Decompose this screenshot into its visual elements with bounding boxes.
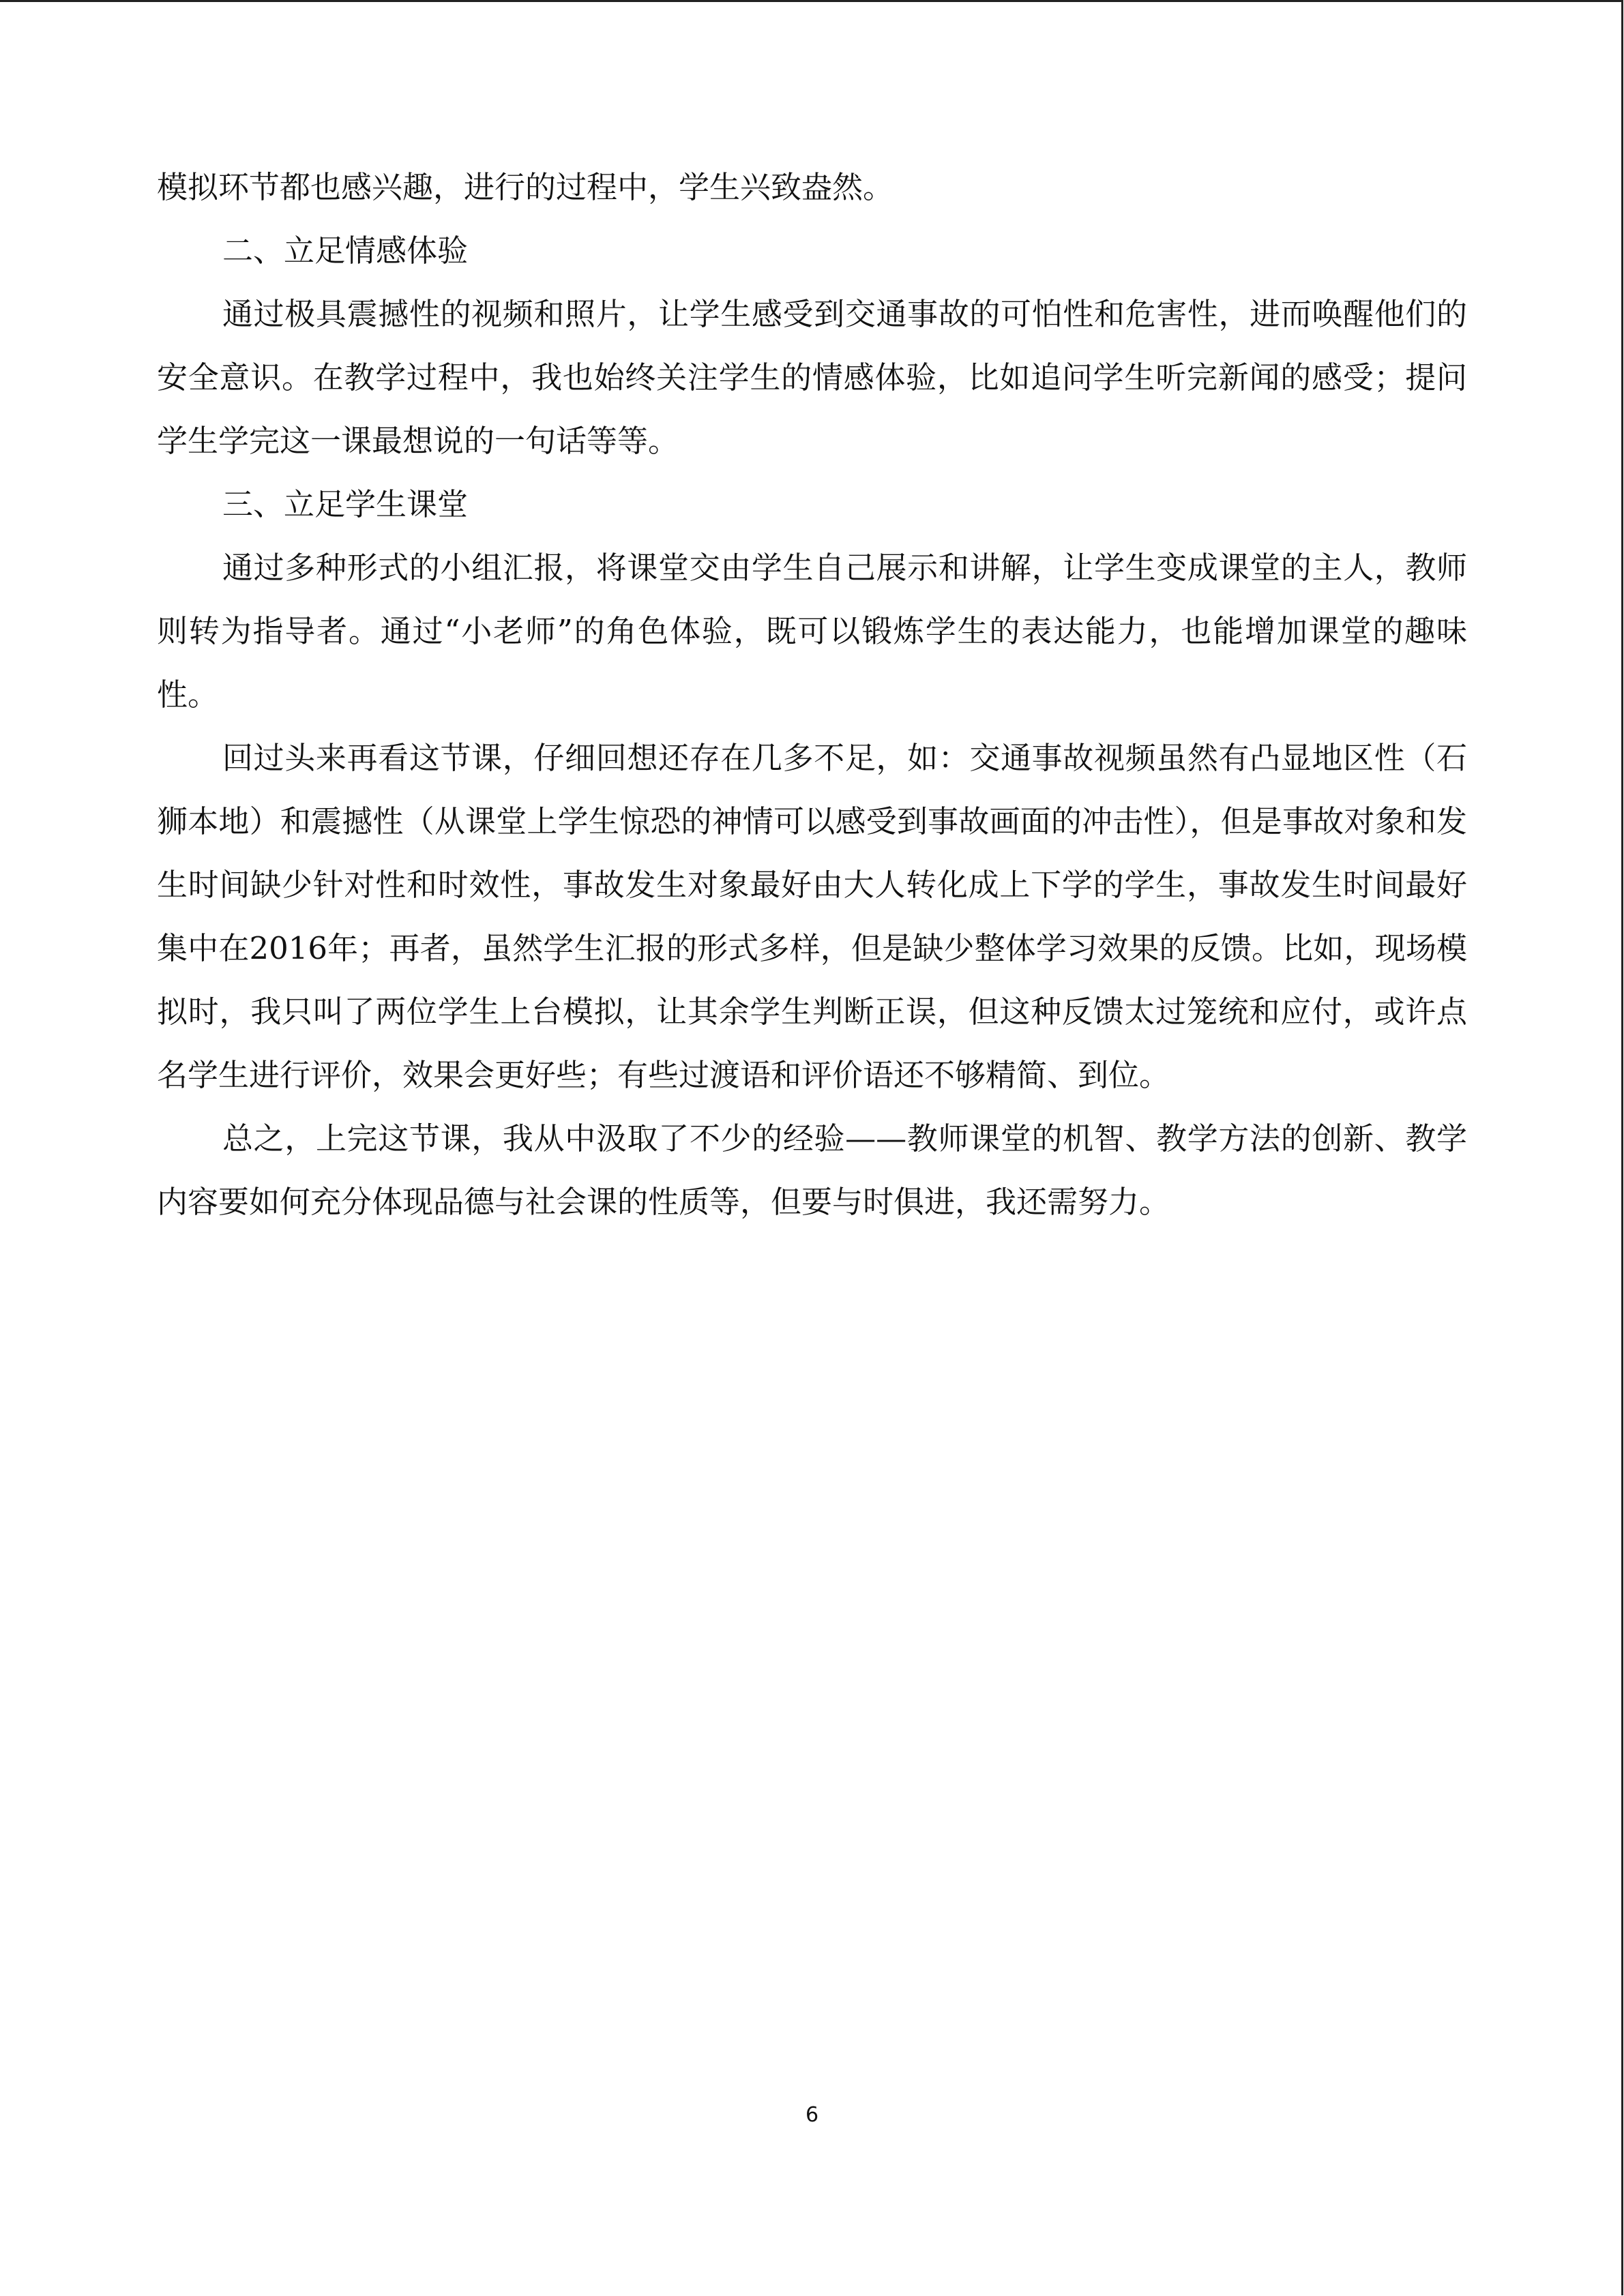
- section-heading-student-classroom: 三、立足学生课堂: [222, 486, 469, 522]
- paragraph-student-classroom: 通过多种形式的小组汇报，将课堂交由学生自己展示和讲解，让学生变成课堂的主人，教师则转为指导者。通过“小老师”的角色体验，既可以锻炼学生的表达能力，也能增加课堂的趣味性。: [157, 550, 1467, 713]
- paragraph-emotional-experience: 通过极具震撼性的视频和照片，让学生感受到交通事故的可怕性和危害性，进而唤醒他们的安全意识。在教学过程中，我也始终关注学生的情感体验，比如追问学生听完新闻的感受；提问学生学完这一课最想说的一句话等等。: [157, 296, 1467, 459]
- document-body: [157, 155, 1467, 1234]
- page-number: 6: [805, 2103, 819, 2127]
- paragraph-conclusion: 总之，上完这节课，我从中汲取了不少的经验——教师课堂的机智、教学方法的创新、教学内容要如何充分体现品德与社会课的性质等，但要与时俱进，我还需努力。: [157, 1120, 1467, 1220]
- paragraph-continuation: 模拟环节都也感兴趣，进行的过程中，学生兴致盎然。: [157, 169, 894, 205]
- section-heading-emotional-experience: 二、立足情感体验: [222, 233, 469, 269]
- paragraph-reflection: 回过头来再看这节课，仔细回想还存在几多不足，如：交通事故视频虽然有凸显地区性（石狮本地）和震撼性（从课堂上学生惊恐的神情可以感受到事故画面的冲击性），但是事故对象和发生时间缺少针对性和时效性，事故发生对象最好由大人转化成上下学的学生，事故发生时间最好集中在2016年；再者，虽然学生汇报的形式多样，但是缺少整体学习效果的反馈。比如，现场模拟时，我只叫了两位学生上台模拟，让其余学生判断正误，但这种反馈太过笼统和应付，或许点名学生进行评价，效果会更好些；有些过渡语和评价语还不够精简、到位。: [157, 740, 1467, 1093]
